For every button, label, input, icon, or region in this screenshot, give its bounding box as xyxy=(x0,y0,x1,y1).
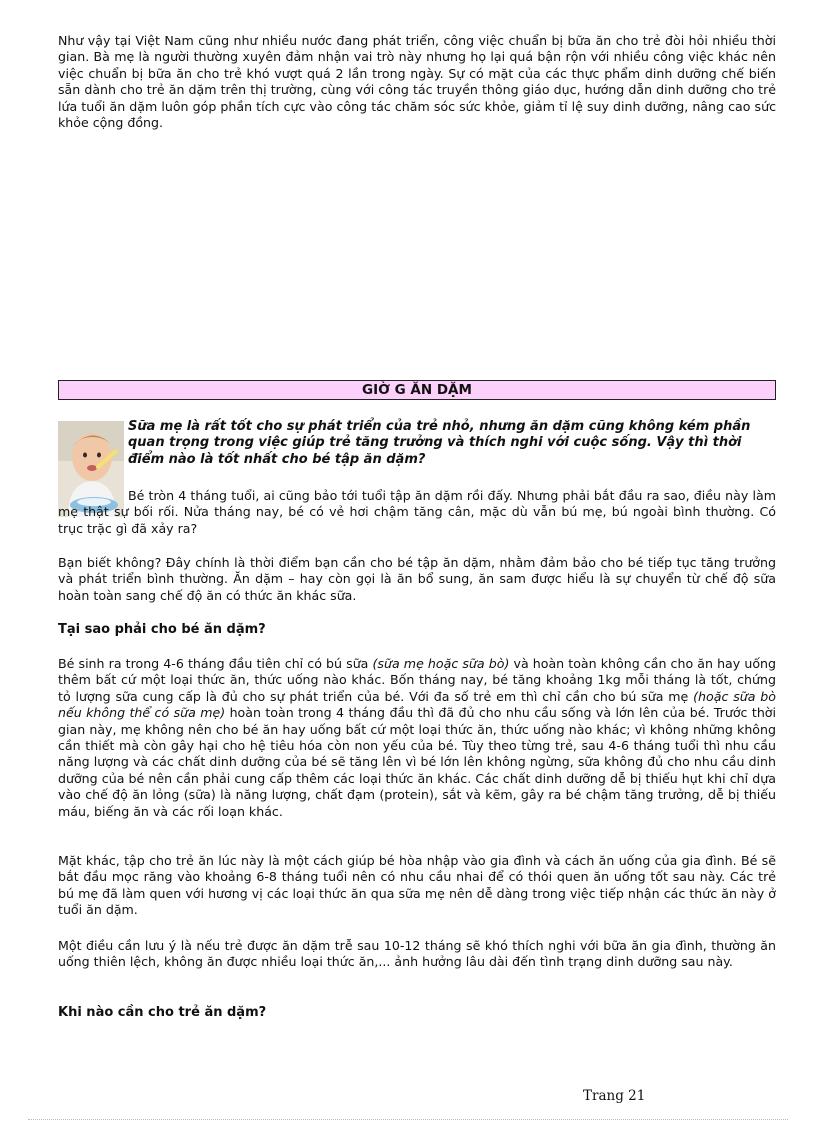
paragraph-5: Một điều cần lưu ý là nếu trẻ được ăn dặm trễ sau 10-12 tháng sẽ khó thích nghi với bữa ăn gia đình, thường ăn uống thiên lệch, không ăn được nhiều loại thức ăn,... ảnh hưởng lâu dài đến tình trạng dinh dưỡng sau này. xyxy=(58,938,776,970)
section-title: GIỜ G ĂN DẶM xyxy=(362,382,472,398)
paragraph-3-part-b: và hoàn toàn không cần cho ăn hay uống thêm bất cứ một loại thức ăn, thức uống nào khác. Bốn tháng nay, bé tăng khoảng 1kg mỗi tháng là tốt, chứng tỏ lượng sữa cung cấp là đủ cho sự phát triển của bé. Với đa số trẻ em thì chỉ cần cho bú sữa mẹ xyxy=(58,656,777,704)
paragraph-3-part-c: hoàn toàn trong 4 tháng đầu thì đã đủ cho nhu cầu sống và lớn lên của bé. Trước thời gian này, mẹ không nên cho bé ăn hay uống bất cứ một loại thức ăn, thức uống nào khác; vì không những không cần thiết mà còn gây hại cho hệ tiêu hóa còn non yếu của bé. Tùy theo từng trẻ, sau 4-6 tháng tuổi thì nhu cầu năng lượng và các chất dinh dưỡng của bé sẽ tăng lên vì bé lớn lên không ngừng, sữa không đủ cho nhu cầu dinh dưỡng của bé nên cần phải cung cấp thêm các loại thức ăn khác. Các chất dinh dưỡng dễ bị thiếu hụt khi chỉ dựa vào chế độ ăn lỏng (sữa) là năng lượng, chất đạm (protein), sắt và kẽm, gây ra bé chậm tăng trưởng, dễ bị thiếu máu, biếng ăn và các rối loạn khác. xyxy=(58,705,776,819)
page-number: Trang 21 xyxy=(583,1088,646,1104)
paragraph-3 xyxy=(58,656,776,820)
lead-paragraph: Sữa mẹ là rất tốt cho sự phát triển của trẻ nhỏ, nhưng ăn dặm cũng không kém phần quan trọng trong việc giúp trẻ tăng trưởng và thích nghi với cuộc sống. Vậy thì thời điểm nào là tốt nhất cho bé tập ăn dặm? xyxy=(128,419,751,467)
heading-when: Khi nào cần cho trẻ ăn dặm? xyxy=(58,1005,267,1020)
heading-why: Tại sao phải cho bé ăn dặm? xyxy=(58,622,266,637)
paragraph-4: Mặt khác, tập cho trẻ ăn lúc này là một cách giúp bé hòa nhập vào gia đình và cách ăn uống của gia đình. Bé sẽ bắt đầu mọc răng vào khoảng 6-8 tháng tuổi nên có nhu cầu nhai để có thói quen ăn uống tốt sau này. Các trẻ bú mẹ đã làm quen với hương vị các loại thức ăn qua sữa mẹ nên dễ dàng trong việc tiếp nhận các thức ăn này ở tuổi ăn dặm. xyxy=(58,853,776,918)
intro-paragraph: Như vậy tại Việt Nam cũng như nhiều nước đang phát triển, công việc chuẩn bị bữa ăn cho trẻ đòi hỏi nhiều thời gian. Bà mẹ là người thường xuyên đảm nhận vai trò này nhưng họ lại quá bận rộn với nhiều công việc khác nên việc chuẩn bị bữa ăn cho trẻ khó vượt quá 2 lần trong ngày. Sự có mặt của các thực phẩm dinh dưỡng chế biến sẵn dành cho trẻ ăn dặm trên thị trường, cùng với công tác truyền thông giáo dục, hướng dẫn dinh dưỡng cho trẻ lứa tuổi ăn dặm luôn góp phần tích cực vào công tác chăm sóc sức khỏe, giảm tỉ lệ suy dinh dưỡng, nâng cao sức khỏe cộng đồng. xyxy=(58,33,776,131)
paragraph-2: Bạn biết không? Đây chính là thời điểm bạn cần cho bé tập ăn dặm, nhằm đảm bảo cho bé tiếp tục tăng trưởng và phát triển bình thường. Ăn dặm – hay còn gọi là ăn bổ sung, ăn sam được hiểu là sự chuyển từ chế độ sữa hoàn toàn sang chế độ ăn có thức ăn khác sữa. xyxy=(58,555,776,603)
paragraph-1: Bé tròn 4 tháng tuổi, ai cũng bảo tới tuổi tập ăn dặm rồi đấy. Nhưng phải bắt đầu ra sao, điều này làm mẹ thật sự bối rối. Nửa tháng nay, bé có vẻ hơi chậm tăng cân, mặc dù vẫn bú mẹ, bú ngoài bình thường. Có trục trặc gì đã xảy ra? xyxy=(58,488,776,536)
footer-divider xyxy=(28,1119,788,1120)
paragraph-3-part-a: Bé sinh ra trong 4-6 tháng đầu tiên chỉ có bú sữa xyxy=(58,656,373,671)
paragraph-3-emphasis-a: (sữa mẹ hoặc sữa bò) xyxy=(372,656,510,671)
paragraph-3-emphasis-b: (hoặc sữa bò nếu không thể có sữa mẹ) xyxy=(58,688,776,721)
section-header xyxy=(58,380,776,400)
